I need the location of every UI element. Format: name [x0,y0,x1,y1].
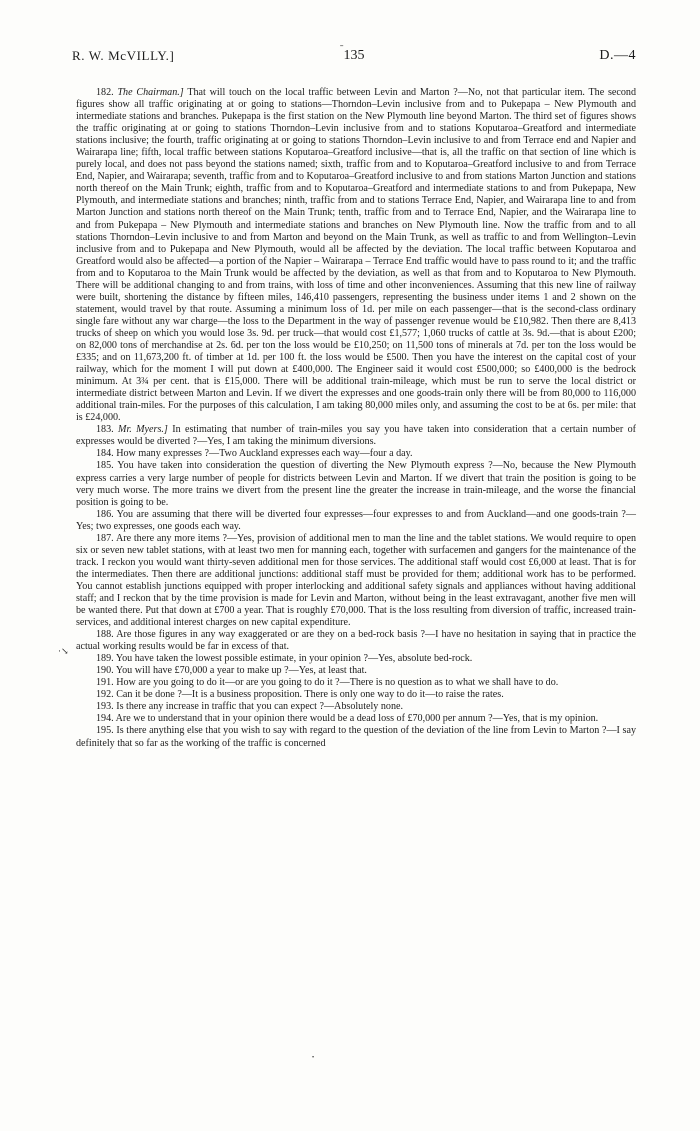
paragraph-185: 185. You have taken into consideration the question of diverting the New Plymouth express ?—No, because the New Plymouth express carries a very large number of people for districts between Levin and Marton. If we divert that train the position is going to be very much worse. The more trains we divert from the present line the greater the increase in train-mileage, and the worse the financial position is going to be. [76,460,636,508]
paragraph-188: 188. Are those figures in any way exaggerated or are they on a bed-rock basis ?—I have no hesitation in saying that in practice the actual working results would be far in excess of that. [76,629,637,653]
paragraph-190: 190. You will have £70,000 a year to make up ?—Yes, at least that. [96,665,367,677]
paragraph-182: 182. The Chairman.] That will touch on the local traffic between Levin and Marton ?—No, not that particular item. The second figures show all traffic originating at or going to stations—Thorndon–Levin inclusive from and to Pukepapa – New Plymouth and intermediate stations and branches. Pukepapa is the first station on the New Plymouth line beyond Marton. The third set of figures shows the traffic originating at or going to stations Thorndon–Levin inclusive from and to stations Koputaroa–Greatford and intermediate stations inclusive; the fourth, traffic originating at or going to stations Thorndon–Levin inclusive to and from Terrace end and Napier and Wairarapa line; fifth, local traffic between stations Koputaroa–Greatford inclusive—that is, all the traffic on that section of line which is purely local, and does not pass beyond the stations named; sixth, traffic from and to Koputaroa–Greatford inclusive to and from Terrace End, Napier, and Wairarapa; seventh, traffic from and to Koputaroa–Greatford inclusive to and from stations Marton Junction and stations north thereof on the Main Trunk; eighth, traffic from and to Koputaroa–Greatford and intermediate stations to and from Pukepapa, New Plymouth, and intermediate stations and branches; ninth, traffic from and to stations Terrace End, Napier, and Wairarapa line to and from Marton Junction and stations north thereof on the Main Trunk; tenth, traffic from and to Terrace End, Napier, and the Wairarapa line to and from Pukepapa – New Plymouth and intermediate stations and branches on New Plymouth line. Now the traffic from and to all stations Thorndon–Levin inclusive to and from Marton and beyond on the Main Trunk, as well as traffic to and from Wellington–Levin inclusive from and to Pukepapa and New Plymouth, would all be affected by the deviation. The local traffic between Koputaroa and Greatford would also be affected—a portion of the Napier – Wairarapa – Terrace End traffic would have to pass round to it; and the traffic from and to Koputaroa to the Main Trunk would be affected by the deviation, as well as that from and to Koputaroa to New Plymouth. There will be additional changing to and from trains, with loss of time and other inconveniences. Assuming that this new line of railway were built, shortening the distance by fifteen miles, 146,410 passengers, representing the business under items 1 and 2 shown on the statement, would travel by that route. Assuming a minimum loss of 1d. per mile on each passenger—that is the second-class ordinary single fare without any war charge—the loss to the Department in the way of passenger revenue would be £10,982. Then there are 8,413 trucks of sheep on which you would lose 3s. 9d. per truck—that would cost £1,577; 1,060 trucks of cattle at 3s. 9d.—that is about £200; on 82,000 tons of merchandise at 2s. 6d. per ton the loss would be £10,250; on 11,500 tons of minerals at 7d. per ton the loss would be £335; and on 11,673,200 ft. of timber at 1d. per 100 ft. the loss would be £500. Then you have the interest on the capital cost of your railway, which for the moment I will put down at £400,000. The Engineer said it would cost £500,000; so £400,000 is the bedrock minimum. At 3¾ per cent. that is £15,000. There will be additional train-mileage, which must be run to serve the local district or intermediate district between Marton and Levin. If we divert the expresses and one goods-train only there will be from 80,000 to 116,000 additional train-miles. For the purposes of this calculation, I am taking 80,000 miles only, and assuming the cost to be at 6s. per mile: that is £24,000. [76,87,636,424]
page-header [72,44,636,68]
transcript-body [76,87,636,750]
paragraph-186: 186. You are assuming that there will be diverted four expresses—four expresses to and from Auckland—and one goods-train ?—Yes; two expresses, one goods each way. [76,508,636,532]
paragraph-189: 189. You have taken the lowest possible estimate, in your opinion ?—Yes, absolute bed-rock. [96,653,473,665]
header-tick-mark: ˉ [340,44,344,55]
paragraph-195: 195. Is there anything else that you wish to say with regard to the question of the deviation of the line from Levin to Marton ?—I say definitely that so far as the working of the traffic is concerned [76,725,636,749]
header-witness-name: R. W. McVILLY.] [72,48,175,63]
paragraph-193: 193. Is there any increase in traffic that you can expect ?—Absolutely none. [96,701,404,713]
paragraph-194: 194. Are we to understand that in your opinion there would be a dead loss of £70,000 per annum ?—Yes, that is my opinion. [96,713,599,725]
document-reference: D.—4 [599,48,636,63]
page-footer-dot: • [312,1055,315,1061]
paragraph-183: 183. Mr. Myers.] In estimating that number of train-miles you say you have taken into consideration that a certain number of expresses would be diverted ?—Yes, I am taking the minimum diversions. [76,424,636,448]
page-number: 135 [343,48,365,63]
paragraph-191: 191. How are you going to do it—or are you going to do it ?—There is no question as to what we shall have to do. [96,677,559,689]
margin-ink-mark: ·↘ [58,646,69,656]
paragraph-192: 192. Can it be done ?—It is a business proposition. There is only one way to do it—to raise the rates. [96,689,504,701]
paragraph-187: 187. Are there any more items ?—Yes, provision of additional men to man the line and the tablet stations. We would require to open six or seven new tablet stations, with at least two men for manning each, together with surfacemen and gangers for the maintenance of the track. I reckon you would want thirty-seven additional men for those services. The additional staff would cost £6,000 at least. That is for the intermediates. Then there are additional junctions: additional staff must be provided for them; additional work has to be performed. You cannot establish junctions equipped with proper interlocking and additional safety signals and appliances without having additional staff; and I reckon that by the time provision is made for Levin and Marton, without being in the least extravagant, another five men will be wanted there. Put that down at £700 a year. That is roughly £70,000. That is the loss resulting from diversion of traffic, increased train-services, and additional interest charges on new capital expenditure. [76,532,637,629]
paragraph-184: 184. How many expresses ?—Two Auckland expresses each way—four a day. [96,448,413,460]
